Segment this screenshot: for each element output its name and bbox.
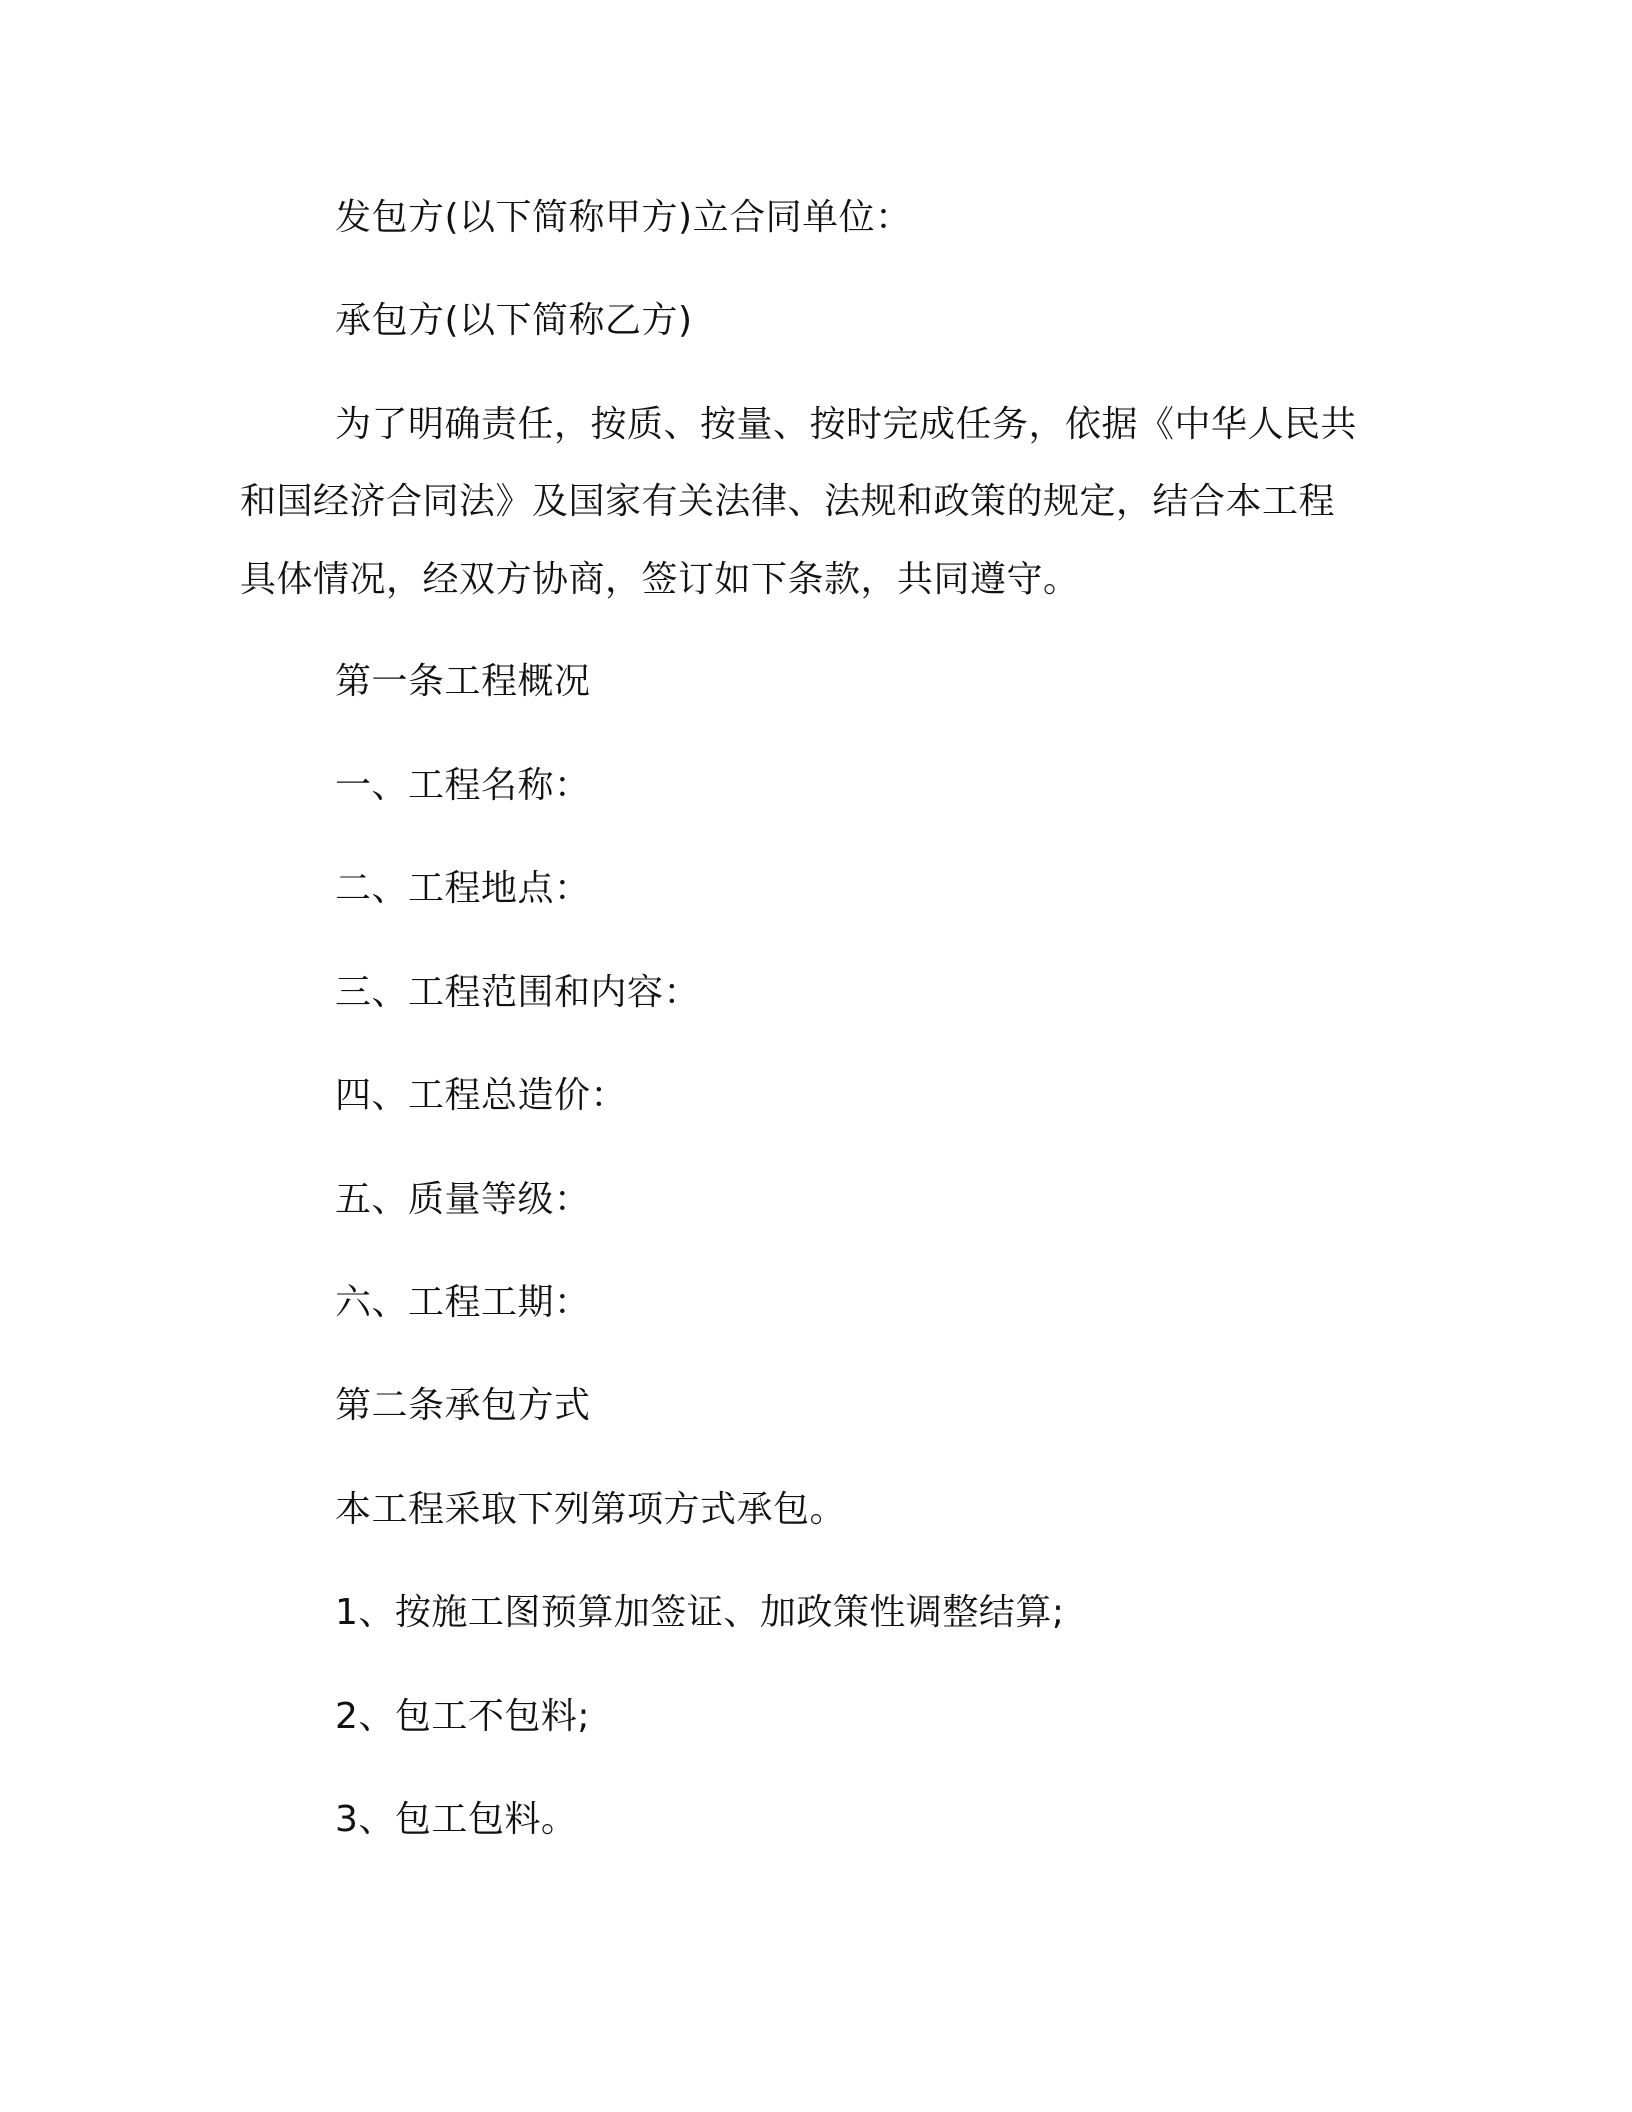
contract-method-intro: 本工程采取下列第项方式承包。: [335, 1489, 847, 1530]
preamble-line-2: 和国经济合同法》及国家有关法律、法规和政策的规定，结合本工程: [240, 481, 1336, 522]
article-1-heading: 第一条工程概况: [335, 661, 591, 702]
contract-method-3: 3、包工包料。: [335, 1799, 578, 1840]
item-project-cost: 四、工程总造价：: [335, 1075, 628, 1116]
contract-method-2: 2、包工不包料;: [335, 1696, 591, 1737]
preamble-line-1: 为了明确责任，按质、按量、按时完成任务，依据《中华人民共: [335, 404, 1358, 445]
item-project-location: 二、工程地点：: [335, 868, 591, 909]
item-project-scope: 三、工程范围和内容：: [335, 972, 701, 1013]
item-project-name: 一、工程名称：: [335, 765, 591, 806]
contract-method-1: 1、按施工图预算加签证、加政策性调整结算;: [335, 1592, 1065, 1633]
party-b-line: 承包方(以下简称乙方): [335, 300, 693, 341]
party-a-line: 发包方(以下简称甲方)立合同单位：: [335, 197, 912, 238]
item-project-duration: 六、工程工期：: [335, 1282, 591, 1323]
item-quality-grade: 五、质量等级：: [335, 1179, 591, 1220]
article-2-heading: 第二条承包方式: [335, 1385, 591, 1426]
preamble-line-3: 具体情况，经双方协商，签订如下条款，共同遵守。: [240, 559, 1080, 600]
